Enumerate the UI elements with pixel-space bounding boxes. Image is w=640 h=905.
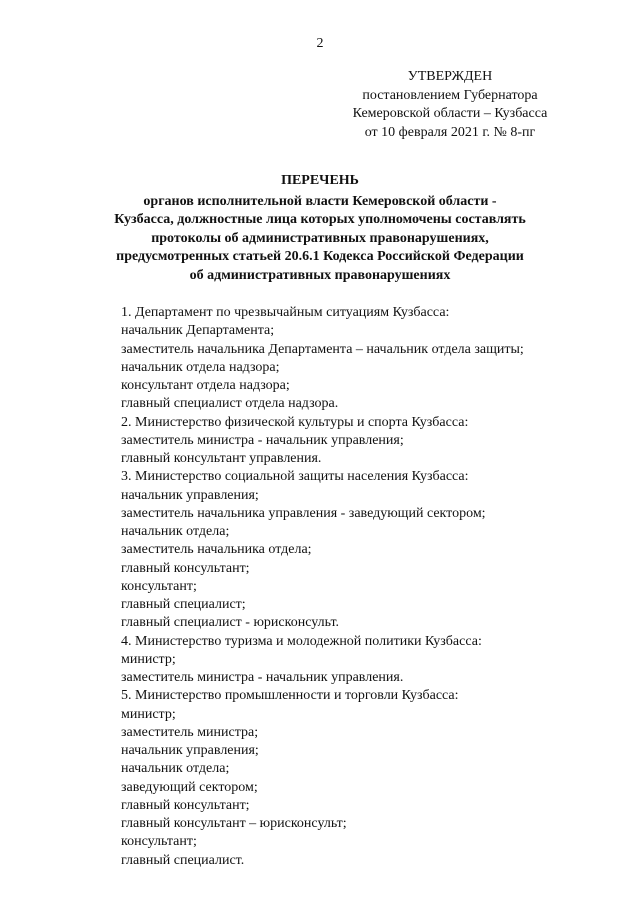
- list-position: начальник Департамента;: [121, 323, 275, 339]
- list-section-heading: 5. Министерство промышленности и торговли Кузбасса:: [121, 688, 459, 704]
- title-line: Кузбасса, должностные лица которых уполномочены составлять: [114, 212, 526, 227]
- list-position: главный консультант управления.: [121, 451, 322, 466]
- list-position: главный специалист.: [121, 852, 245, 868]
- list-position: главный специалист;: [121, 597, 246, 612]
- list-position: заместитель министра - начальник управления.: [121, 670, 404, 685]
- officials-list: [121, 304, 591, 870]
- approval-line: от 10 февраля 2021 г. № 8-пг: [364, 124, 536, 140]
- list-position: заместитель начальника отдела;: [121, 542, 312, 558]
- title-line: органов исполнительной власти Кемеровской области -: [143, 193, 497, 209]
- list-position: главный специалист отдела надзора.: [121, 396, 339, 412]
- list-position: заместитель начальника управления - заведующий сектором;: [121, 505, 486, 521]
- title-line: протоколы об административных правонарушениях,: [151, 230, 489, 246]
- list-position: консультант;: [121, 578, 197, 594]
- list-section-heading: 1. Департамент по чрезвычайным ситуациям Кузбасса:: [121, 305, 450, 320]
- title-line: об административных правонарушениях: [189, 267, 451, 283]
- list-position: министр;: [121, 706, 176, 722]
- list-position: консультант;: [121, 834, 197, 850]
- list-position: заместитель начальника Департамента – начальник отдела защиты;: [121, 341, 524, 357]
- approval-stamp: [320, 68, 580, 142]
- list-section-heading: 4. Министерство туризма и молодежной политики Кузбасса:: [121, 633, 482, 649]
- list-position: начальник отдела надзора;: [121, 359, 280, 375]
- approval-line: Кемеровской области – Кузбасса: [352, 106, 548, 121]
- approval-line: УТВЕРЖДЕН: [407, 69, 493, 84]
- list-section-heading: 2. Министерство физической культуры и спорта Кузбасса:: [121, 414, 469, 430]
- list-position: заместитель министра;: [121, 724, 259, 740]
- approval-line: постановлением Губернатора: [362, 87, 538, 103]
- document-title: [0, 172, 640, 285]
- list-position: главный специалист - юрисконсульт.: [121, 615, 340, 631]
- title-heading: ПЕРЕЧЕНЬ: [281, 173, 359, 188]
- list-position: начальник отдела;: [121, 761, 230, 777]
- list-position: главный консультант – юрисконсульт;: [121, 816, 347, 831]
- list-position: начальник отдела;: [121, 524, 230, 539]
- page-number: 2: [316, 36, 324, 51]
- list-position: консультант отдела надзора;: [121, 378, 290, 393]
- list-position: заведующий сектором;: [121, 779, 258, 795]
- list-position: министр;: [121, 651, 176, 667]
- list-position: заместитель министра - начальник управления;: [121, 432, 404, 448]
- list-position: главный консультант;: [121, 797, 250, 813]
- list-position: главный консультант;: [121, 560, 250, 576]
- list-section-heading: 3. Министерство социальной защиты населения Кузбасса:: [121, 469, 469, 485]
- list-position: начальник управления;: [121, 743, 259, 758]
- title-line: предусмотренных статьей 20.6.1 Кодекса Российской Федерации: [116, 249, 524, 264]
- list-position: начальник управления;: [121, 487, 259, 503]
